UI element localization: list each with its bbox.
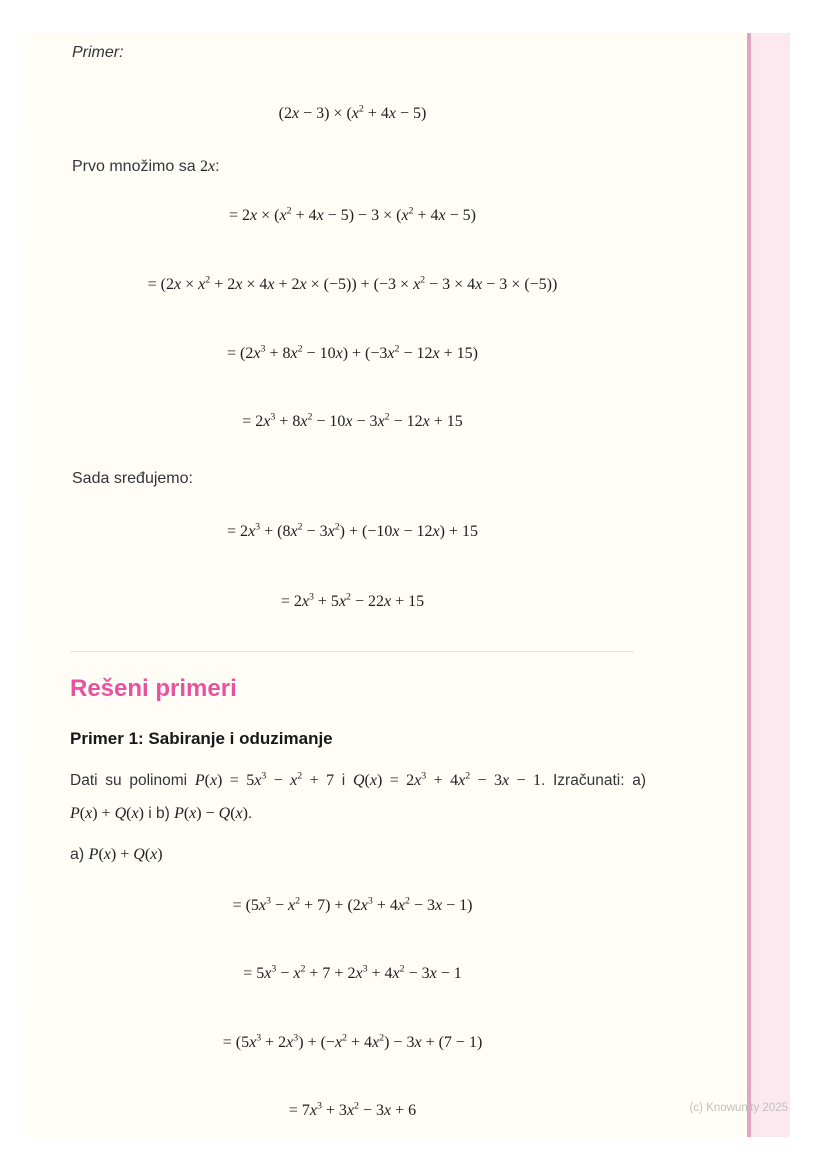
inline-math: P(x) − Q(x) (174, 805, 248, 822)
inline-math: $Q(x) = 2x^3 + 4x^2 - 3x - 1$ (352, 770, 541, 789)
section-divider (70, 651, 634, 652)
page-edge-fade (16, 33, 30, 1137)
text-segment: Dati su polinomi (70, 772, 195, 789)
display-formula-step: = $2x \times (x^2 + 4x - 5) - 3 \times (x^2 + 4x - 5)$ (229, 205, 476, 224)
problem-statement-line2 (70, 797, 646, 830)
display-formula-step: = $(5x^3 + 2x^3) + (-x^2 + 4x^2) - 3x + (7 - 1)$ (222, 1032, 483, 1051)
display-formula-step: = $5x^3 - x^2 + 7 + 2x^3 + 4x^2 - 3x - 1$ (243, 963, 462, 982)
display-formula-step: = $(5x^3 - x^2 + 7) + (2x^3 + 4x^2 - 3x - 1)$ (232, 895, 473, 914)
part-a-label (70, 844, 163, 866)
example1-heading: Primer 1: Sabiranje i oduzimanje (70, 729, 333, 748)
display-formula-step: = $7x^3 + 3x^2 - 3x + 6$ (288, 1100, 417, 1119)
display-formula-step: = $2x^3 + (8x^2 - 3x^2) + (-10x - 12x) + 15$ (227, 521, 478, 540)
part-a-math: P(x) + Q(x) (88, 846, 163, 863)
step1-label-colon: : (215, 158, 220, 175)
step1-label (72, 156, 220, 178)
display-formula-step: = $(2x \times x^2 + 2x \times 4x + 2x \times (-5)) + (-3 \times x^2 - 3 \times 4x - 3 \times (-5))$ (147, 274, 558, 293)
inline-math: P(x) + Q(x) (70, 805, 144, 822)
text-segment: . Izračunati: a) (540, 772, 647, 789)
inline-math: $P(x) = 5x^3 - x^2 + 7$ (194, 770, 335, 789)
pink-margin-stripe (747, 33, 790, 1137)
section-heading: Rešeni primeri (70, 675, 237, 702)
text-segment: i b) (143, 805, 175, 822)
display-formula-step: = $(2x^3 + 8x^2 - 10x) + (-3x^2 - 12x + 15)$ (227, 343, 478, 362)
display-formula-intro: $(2x - 3) \times (x^2 + 4x - 5)$ (278, 103, 427, 122)
text-segment: . (247, 805, 253, 822)
step1-label-math: 2x (200, 158, 216, 175)
display-formula-step: = $2x^3 + 8x^2 - 10x - 3x^2 - 12x + 15$ (242, 411, 463, 430)
problem-statement-line1 (70, 764, 646, 797)
part-a-prefix: a) (70, 846, 89, 863)
watermark: (c) Knowunity 2025 (689, 1102, 788, 1114)
step1-label-text: Prvo množimo sa (72, 158, 201, 175)
text-segment: i (334, 772, 353, 789)
step2-label: Sada sređujemo: (72, 470, 193, 487)
example-label: Primer: (72, 44, 124, 61)
display-formula-step: = $2x^3 + 5x^2 - 22x + 15$ (280, 591, 425, 610)
